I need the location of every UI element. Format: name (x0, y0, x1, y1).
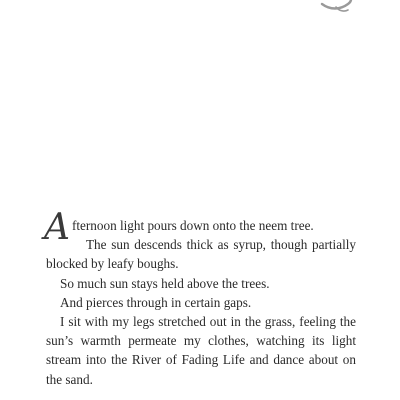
paragraph-1-text: fternoon light pours down onto the neem tree. (72, 218, 314, 233)
paragraph-3: So much sun stays held above the trees. (60, 275, 270, 291)
paragraph-2: The sun descends thick as syrup, though partially blocked by leafy boughs. (46, 237, 356, 272)
flourish-ornament-icon (318, 0, 358, 16)
drop-cap: A (44, 207, 70, 248)
paragraph-1 (44, 207, 356, 248)
body-text (44, 207, 356, 389)
paragraph-5: I sit with my legs stretched out in the grass, feeling the sun’s warmth permeate my clothes, watching its light stream into the River of Fading Life and dance about on the sand. (46, 314, 356, 387)
paragraph-4: And pierces through in certain gaps. (60, 294, 252, 310)
